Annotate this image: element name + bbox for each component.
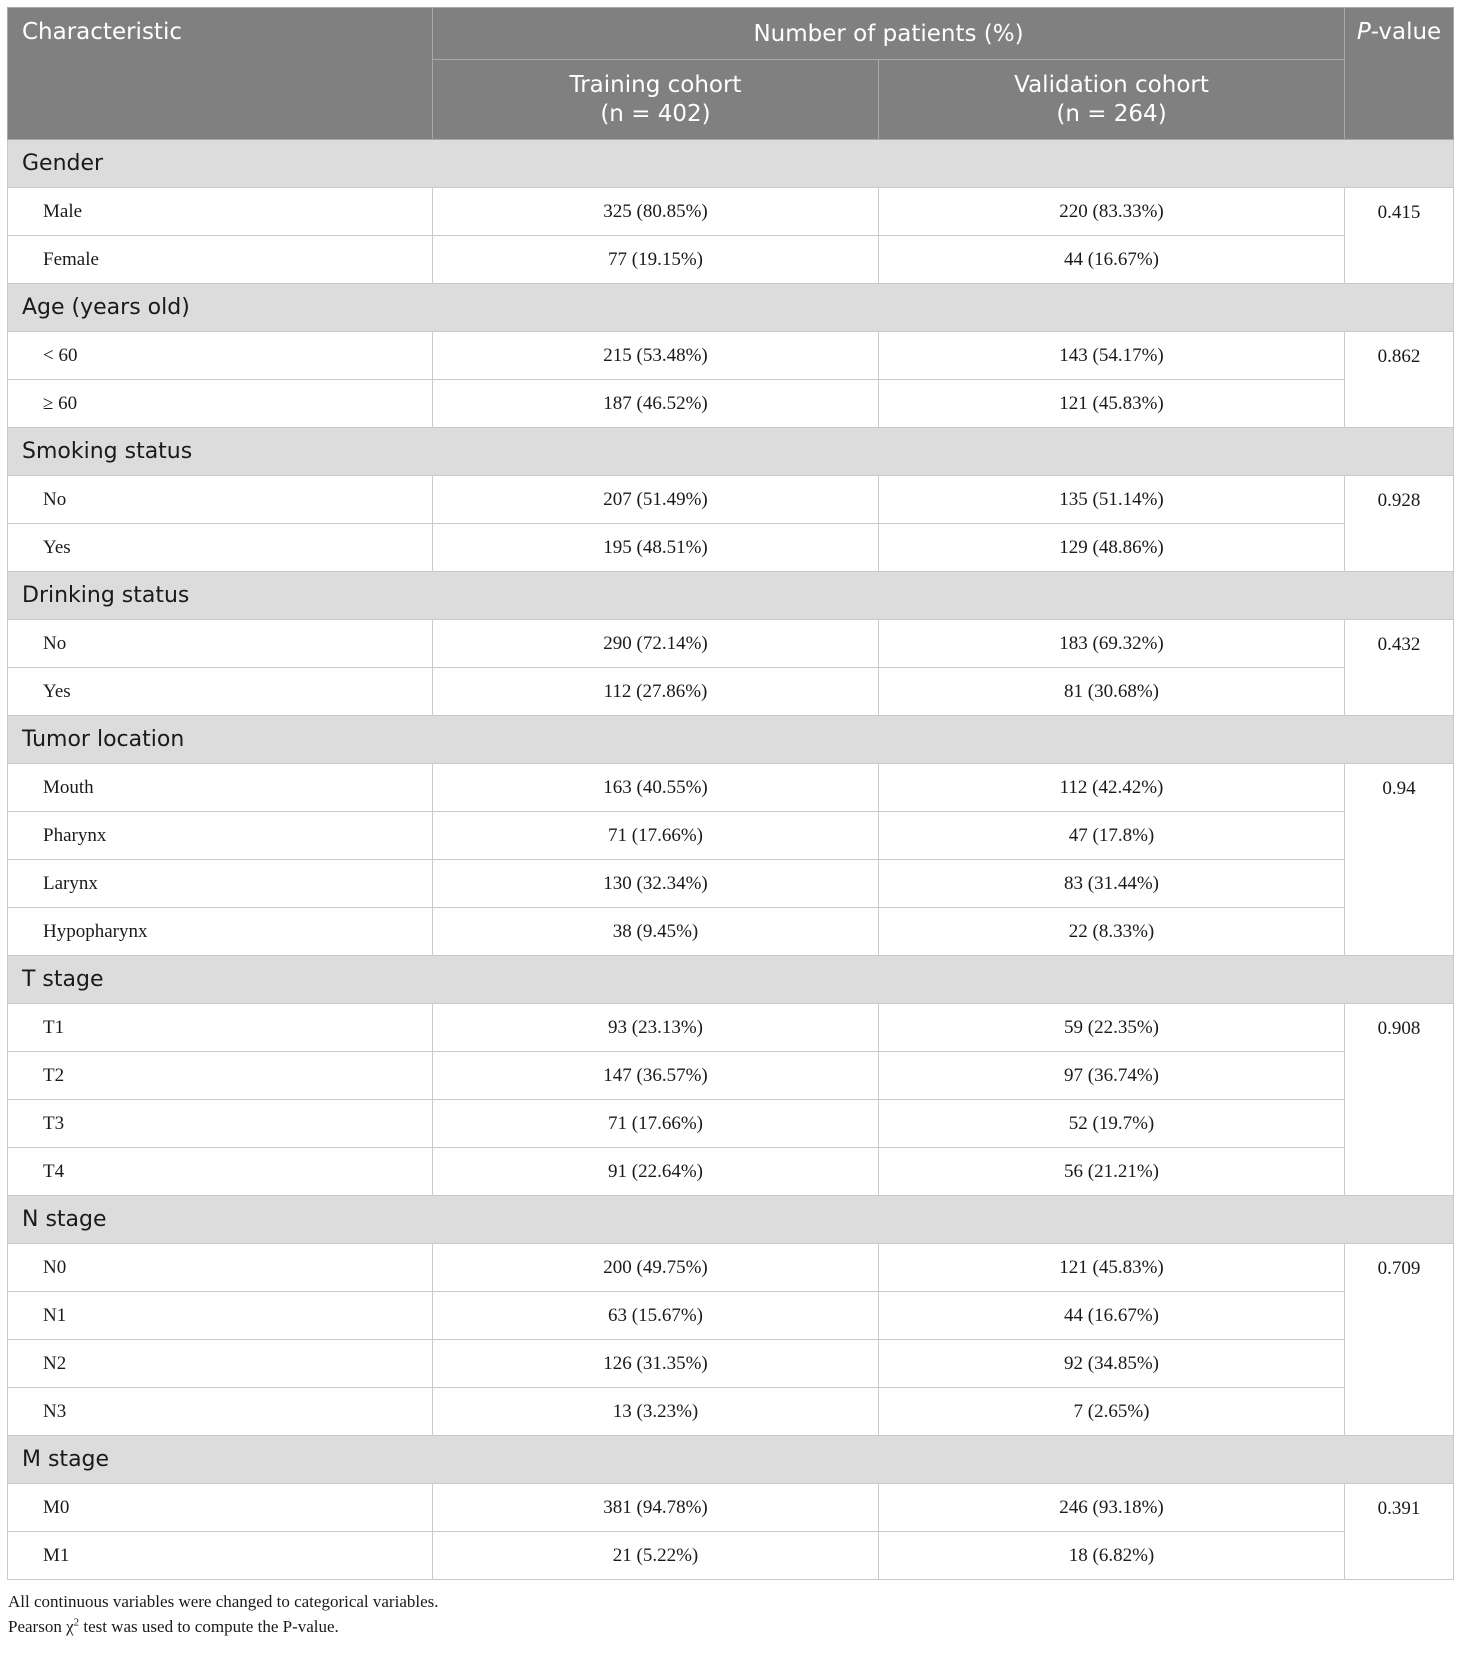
section-title: T stage — [8, 956, 1454, 1004]
validation-cohort-label: Validation cohort — [1014, 71, 1209, 98]
footnote-2-pre: Pearson χ — [8, 1617, 74, 1636]
training-cohort-cell: 130 (32.34%) — [433, 860, 879, 908]
p-value-cell: 0.709 — [1345, 1244, 1454, 1436]
training-cohort-cell: 325 (80.85%) — [433, 188, 879, 236]
row-label: No — [8, 476, 433, 524]
footnote-2 — [7, 1614, 1453, 1639]
patient-characteristics-table — [7, 7, 1454, 1580]
validation-cohort-cell: 92 (34.85%) — [879, 1340, 1345, 1388]
p-value-cell: 0.862 — [1345, 332, 1454, 428]
table-row — [8, 1340, 1454, 1388]
p-value-italic: P — [1356, 19, 1371, 45]
validation-cohort-cell: 44 (16.67%) — [879, 1292, 1345, 1340]
section-row — [8, 1196, 1454, 1244]
table-row — [8, 812, 1454, 860]
training-cohort-cell: 77 (19.15%) — [433, 236, 879, 284]
row-label: Pharynx — [8, 812, 433, 860]
p-value-cell: 0.391 — [1345, 1484, 1454, 1580]
row-label: Larynx — [8, 860, 433, 908]
header-characteristic: Characteristic — [8, 8, 433, 140]
section-title: Age (years old) — [8, 284, 1454, 332]
section-row — [8, 956, 1454, 1004]
validation-cohort-cell: 246 (93.18%) — [879, 1484, 1345, 1532]
training-cohort-cell: 13 (3.23%) — [433, 1388, 879, 1436]
table-body — [8, 140, 1454, 1580]
p-value-cell: 0.94 — [1345, 764, 1454, 956]
row-label: Mouth — [8, 764, 433, 812]
validation-cohort-cell: 22 (8.33%) — [879, 908, 1345, 956]
table-row — [8, 1292, 1454, 1340]
validation-cohort-cell: 44 (16.67%) — [879, 236, 1345, 284]
training-cohort-cell: 200 (49.75%) — [433, 1244, 879, 1292]
validation-cohort-cell: 97 (36.74%) — [879, 1052, 1345, 1100]
p-value-cell: 0.415 — [1345, 188, 1454, 284]
validation-cohort-cell: 121 (45.83%) — [879, 1244, 1345, 1292]
row-label: No — [8, 620, 433, 668]
footnote-1: All continuous variables were changed to categorical variables. — [8, 1592, 439, 1611]
p-value-rest: -value — [1370, 19, 1442, 45]
section-title: Drinking status — [8, 572, 1454, 620]
table-row — [8, 380, 1454, 428]
validation-cohort-cell: 135 (51.14%) — [879, 476, 1345, 524]
training-cohort-cell: 195 (48.51%) — [433, 524, 879, 572]
validation-cohort-cell: 47 (17.8%) — [879, 812, 1345, 860]
validation-cohort-n: (n = 264) — [1056, 100, 1167, 127]
section-title: Tumor location — [8, 716, 1454, 764]
p-value-cell: 0.432 — [1345, 620, 1454, 716]
validation-cohort-cell: 83 (31.44%) — [879, 860, 1345, 908]
section-row — [8, 572, 1454, 620]
row-label: Male — [8, 188, 433, 236]
row-label: N0 — [8, 1244, 433, 1292]
training-cohort-label: Training cohort — [569, 71, 742, 98]
table-row — [8, 1532, 1454, 1580]
table-row — [8, 332, 1454, 380]
table-row — [8, 908, 1454, 956]
row-label: Yes — [8, 524, 433, 572]
section-row — [8, 284, 1454, 332]
table-row — [8, 188, 1454, 236]
training-cohort-cell: 91 (22.64%) — [433, 1148, 879, 1196]
header-validation-cohort — [879, 60, 1345, 140]
table-footnotes — [7, 1589, 1453, 1639]
training-cohort-cell: 71 (17.66%) — [433, 812, 879, 860]
p-value-cell: 0.908 — [1345, 1004, 1454, 1196]
training-cohort-cell: 381 (94.78%) — [433, 1484, 879, 1532]
table-row — [8, 860, 1454, 908]
row-label: < 60 — [8, 332, 433, 380]
section-title: Gender — [8, 140, 1454, 188]
table-row — [8, 1388, 1454, 1436]
validation-cohort-cell: 52 (19.7%) — [879, 1100, 1345, 1148]
row-label: M0 — [8, 1484, 433, 1532]
row-label: N3 — [8, 1388, 433, 1436]
training-cohort-cell: 21 (5.22%) — [433, 1532, 879, 1580]
validation-cohort-cell: 7 (2.65%) — [879, 1388, 1345, 1436]
section-row — [8, 1436, 1454, 1484]
row-label: T1 — [8, 1004, 433, 1052]
training-cohort-cell: 93 (23.13%) — [433, 1004, 879, 1052]
table-container — [7, 7, 1453, 1639]
validation-cohort-cell: 18 (6.82%) — [879, 1532, 1345, 1580]
row-label: N2 — [8, 1340, 433, 1388]
training-cohort-cell: 207 (51.49%) — [433, 476, 879, 524]
table-row — [8, 1052, 1454, 1100]
row-label: Hypopharynx — [8, 908, 433, 956]
training-cohort-cell: 112 (27.86%) — [433, 668, 879, 716]
validation-cohort-cell: 121 (45.83%) — [879, 380, 1345, 428]
row-label: T2 — [8, 1052, 433, 1100]
training-cohort-cell: 63 (15.67%) — [433, 1292, 879, 1340]
validation-cohort-cell: 143 (54.17%) — [879, 332, 1345, 380]
table-row — [8, 1004, 1454, 1052]
table-row — [8, 620, 1454, 668]
table-row — [8, 1484, 1454, 1532]
section-title: M stage — [8, 1436, 1454, 1484]
section-row — [8, 140, 1454, 188]
training-cohort-cell: 290 (72.14%) — [433, 620, 879, 668]
section-row — [8, 428, 1454, 476]
training-cohort-cell: 147 (36.57%) — [433, 1052, 879, 1100]
table-row — [8, 1148, 1454, 1196]
validation-cohort-cell: 81 (30.68%) — [879, 668, 1345, 716]
table-row — [8, 668, 1454, 716]
training-cohort-cell: 71 (17.66%) — [433, 1100, 879, 1148]
row-label: M1 — [8, 1532, 433, 1580]
header-p-value — [1345, 8, 1454, 140]
table-row — [8, 524, 1454, 572]
row-label: N1 — [8, 1292, 433, 1340]
validation-cohort-cell: 129 (48.86%) — [879, 524, 1345, 572]
row-label: T3 — [8, 1100, 433, 1148]
header-number-of-patients: Number of patients (%) — [433, 8, 1345, 60]
training-cohort-cell: 187 (46.52%) — [433, 380, 879, 428]
table-row — [8, 236, 1454, 284]
table-row — [8, 1244, 1454, 1292]
row-label: ≥ 60 — [8, 380, 433, 428]
training-cohort-cell: 163 (40.55%) — [433, 764, 879, 812]
footnote-2-sup: 2 — [73, 1616, 80, 1629]
training-cohort-n: (n = 402) — [600, 100, 711, 127]
training-cohort-cell: 126 (31.35%) — [433, 1340, 879, 1388]
training-cohort-cell: 215 (53.48%) — [433, 332, 879, 380]
row-label: Female — [8, 236, 433, 284]
section-title: N stage — [8, 1196, 1454, 1244]
row-label: T4 — [8, 1148, 433, 1196]
training-cohort-cell: 38 (9.45%) — [433, 908, 879, 956]
validation-cohort-cell: 59 (22.35%) — [879, 1004, 1345, 1052]
section-title: Smoking status — [8, 428, 1454, 476]
p-value-cell: 0.928 — [1345, 476, 1454, 572]
validation-cohort-cell: 112 (42.42%) — [879, 764, 1345, 812]
table-row — [8, 1100, 1454, 1148]
validation-cohort-cell: 183 (69.32%) — [879, 620, 1345, 668]
row-label: Yes — [8, 668, 433, 716]
footnote-2-post: test was used to compute the P-value. — [79, 1617, 339, 1636]
table-header — [8, 8, 1454, 140]
header-training-cohort — [433, 60, 879, 140]
table-row — [8, 476, 1454, 524]
section-row — [8, 716, 1454, 764]
table-row — [8, 764, 1454, 812]
validation-cohort-cell: 220 (83.33%) — [879, 188, 1345, 236]
validation-cohort-cell: 56 (21.21%) — [879, 1148, 1345, 1196]
